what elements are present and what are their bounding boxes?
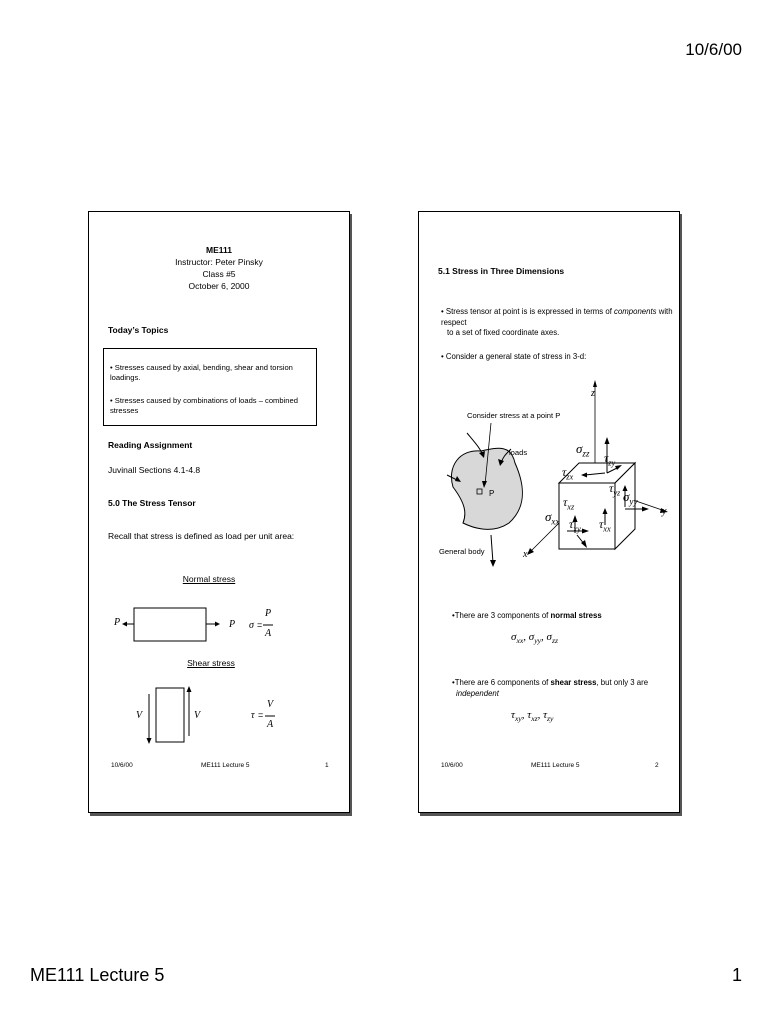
z-arrowhead: [593, 380, 597, 387]
tau-xy-label: [569, 516, 581, 535]
normal-stress-bold: normal stress: [550, 611, 602, 620]
sigma-zz-symbol: σ: [576, 441, 583, 456]
x-axis-label: x: [523, 549, 528, 560]
sigma-zz-label: [576, 440, 590, 460]
topic-item-2: • Stresses caused by combinations of loads – combined stresses: [110, 396, 298, 416]
sigma-yy-arrowhead: [642, 507, 649, 512]
slide-1: [88, 211, 350, 813]
topics-heading: Today’s Topics: [108, 325, 169, 335]
left-arrowhead: [122, 622, 127, 627]
tau-1: τ: [511, 709, 515, 721]
normal-stress-diagram: [89, 592, 349, 652]
sub-yy: yy: [534, 636, 542, 646]
comma-3: ,: [521, 709, 525, 721]
shear-stress-bullet: [452, 678, 672, 699]
topics-box: [103, 348, 317, 426]
up-arrowhead: [187, 686, 192, 692]
y-axis-label: y: [662, 506, 667, 517]
bar-rect: [134, 608, 206, 641]
tau-yz-label: [609, 480, 620, 499]
footer-title: ME111 Lecture 5: [201, 762, 250, 769]
comma-4: ,: [537, 709, 541, 721]
lecture-date: October 6, 2000: [188, 281, 250, 291]
bullet-1-text: • Stress tensor at point is is expressed in terms of: [441, 307, 615, 316]
tau-2: τ: [527, 709, 532, 721]
tau-xz-subscript: xz: [567, 502, 575, 512]
shear-block: [156, 688, 184, 742]
tau-zy-label: [604, 450, 615, 469]
normal-stress-bullet: [452, 611, 602, 622]
reading-text: Juvinall Sections 4.1-4.8: [108, 465, 201, 475]
load-arrowhead-4: [490, 560, 496, 567]
sub-xz: xz: [531, 714, 538, 724]
p-right-label: P: [229, 619, 236, 630]
fraction-numerator-v: V: [267, 699, 274, 710]
z-axis-label: z: [591, 388, 595, 399]
page-date: 10/6/00: [685, 40, 742, 59]
tau-yx-symbol: τ: [599, 517, 604, 531]
sigma-xx-label: [545, 508, 560, 528]
document-footer-title: ME111 Lecture 5: [30, 965, 165, 985]
fraction-denominator-a: A: [265, 628, 272, 639]
sigma-symbol: σ: [249, 620, 254, 631]
tau-3: τ: [543, 709, 548, 721]
instructor-line: Instructor: Peter Pinsky: [175, 257, 263, 267]
footer-date: 10/6/00: [441, 762, 463, 769]
section-heading: 5.0 The Stress Tensor: [108, 498, 196, 508]
tau-xy-symbol: τ: [569, 517, 574, 531]
shear-stress-text: •There are 6 components of: [452, 678, 551, 687]
v-right-label: V: [194, 710, 201, 721]
fraction-numerator-p: P: [265, 608, 272, 619]
shear-stress-bold: shear stress: [550, 678, 597, 687]
tau-zx-symbol: τ: [562, 465, 567, 479]
normal-stress-text: •There are 3 components of: [452, 611, 551, 620]
tau-symbol: τ: [251, 710, 255, 721]
footer-num: 1: [325, 762, 329, 769]
bullet-1: [441, 307, 677, 339]
stress-3d-diagram: [419, 377, 679, 567]
down-arrowhead: [147, 738, 152, 744]
reading-heading: Reading Assignment: [108, 440, 193, 450]
bullet-1-emphasis: components: [614, 307, 657, 316]
footer-title: ME111 Lecture 5: [531, 762, 580, 769]
sigma-3: σ: [546, 631, 552, 643]
sigma-yy-symbol: σ: [623, 489, 630, 504]
tau-xy-subscript: xy: [573, 524, 581, 534]
p-left-label: P: [114, 617, 121, 628]
tau-yx-subscript: xx: [603, 524, 611, 534]
sigma-2: σ: [528, 631, 535, 643]
tau-zx-subscript: zx: [566, 472, 574, 482]
comma-2: ,: [541, 631, 544, 643]
tau-yx-label: [599, 516, 611, 535]
loads-label: loads: [509, 448, 528, 457]
slide-2: [418, 211, 680, 813]
bullet-1-text-end: with respect: [441, 307, 673, 327]
class-line: Class #5: [202, 269, 236, 279]
load-arrow-4: [491, 535, 493, 563]
sigma-yy-subscript: yy: [629, 496, 638, 507]
sub-zy: zy: [547, 714, 554, 724]
sigma-xx-symbol: σ: [545, 509, 552, 524]
document-page-number: 1: [731, 965, 742, 985]
footer-num: 2: [655, 762, 659, 769]
shear-stress-components: [511, 708, 553, 725]
slide-2-heading: 5.1 Stress in Three Dimensions: [438, 266, 565, 276]
comma-1: ,: [523, 631, 527, 643]
tau-zy-symbol: τ: [604, 451, 609, 465]
tau-yz-subscript: yz: [613, 488, 621, 498]
shear-stress-text-end: , but only 3 are: [596, 678, 649, 687]
consider-label: Consider stress at a point P: [467, 411, 561, 420]
sub-xx: xx: [516, 636, 524, 646]
tau-xz-label: [563, 494, 574, 513]
general-body-label: General body: [439, 547, 485, 556]
shear-stress-label: Shear stress: [187, 658, 235, 668]
shear-stress-diagram: [89, 682, 349, 752]
sub-zz: zz: [551, 636, 558, 646]
fraction-denominator-a2: A: [267, 719, 274, 730]
tau-xz-symbol: τ: [563, 495, 568, 509]
recall-text: Recall that stress is defined as load per unit area:: [108, 531, 295, 541]
point-p-label: P: [489, 489, 495, 498]
tau-zy-subscript: zy: [608, 458, 616, 468]
tau-yz-symbol: τ: [609, 481, 614, 495]
sigma-zz-subscript: zz: [582, 448, 590, 459]
bullet-1-line-2: to a set of fixed coordinate axes.: [447, 328, 560, 338]
equals-sign-1: =: [257, 620, 263, 630]
sigma-1: σ: [511, 631, 517, 643]
equals-sign-2: =: [258, 710, 264, 720]
footer-date: 10/6/00: [111, 762, 133, 769]
sigma-zz-arrowhead: [605, 437, 610, 444]
bullet-2: • Consider a general state of stress in 3-d:: [441, 352, 587, 361]
topic-item-1: • Stresses caused by axial, bending, shear and torsion loadings.: [110, 363, 293, 383]
independent-label: independent: [456, 688, 499, 698]
tau-zx-label: [562, 464, 573, 483]
sigma-xx-subscript: xx: [551, 516, 560, 527]
sigma-yy-label: [623, 488, 638, 508]
sub-xy: xy: [514, 714, 522, 724]
right-arrowhead: [215, 622, 220, 627]
normal-stress-components: [511, 630, 558, 647]
course-title: ME111: [206, 245, 232, 255]
normal-stress-label: Normal stress: [182, 574, 236, 584]
v-left-label: V: [136, 710, 143, 721]
